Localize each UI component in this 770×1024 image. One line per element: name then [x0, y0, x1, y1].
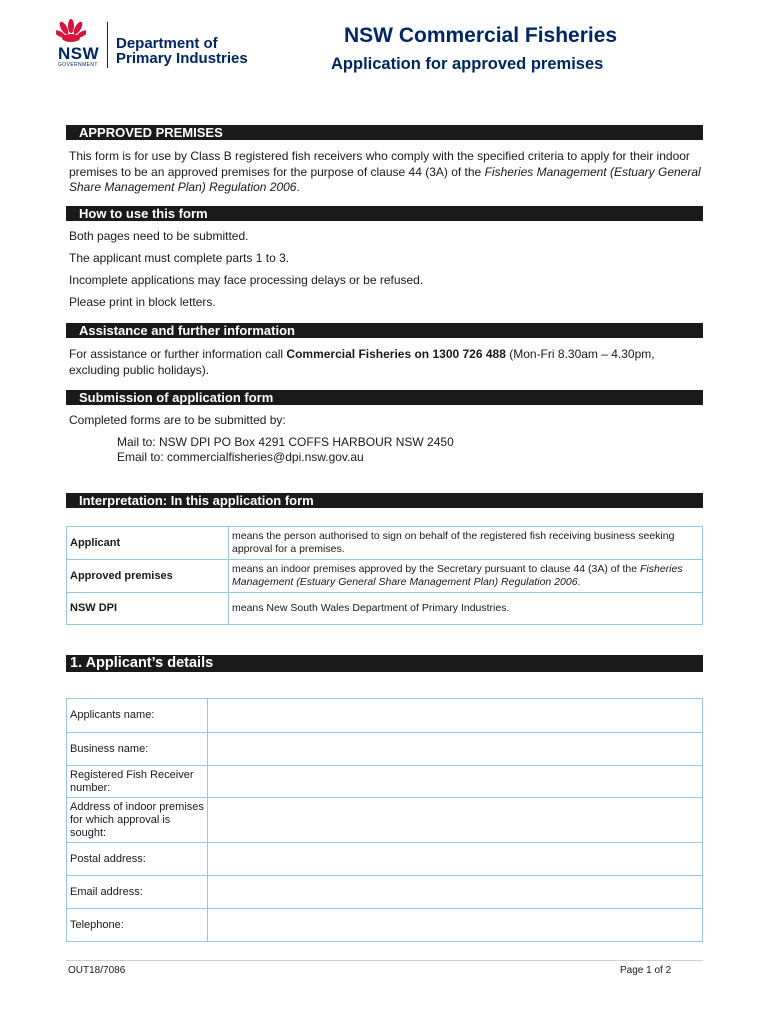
table-row: [67, 798, 703, 843]
assistance-phone: Commercial Fisheries on 1300 726 488: [286, 347, 506, 361]
assistance-text-start: For assistance or further information call: [69, 347, 287, 361]
table-row: [67, 876, 703, 909]
registered-fish-receiver-number-field[interactable]: [208, 766, 703, 798]
how-to-use-line: Please print in block letters.: [69, 295, 216, 309]
field-label: Business name:: [67, 733, 208, 766]
approved-premises-text-main: This form is for use by Class B registered fish receivers who comply with the specified criteria to apply for their indoor premises to be an approved premises for the purpose of clause 44 (3A) of the: [69, 149, 690, 179]
telephone-field[interactable]: [208, 909, 703, 942]
definition-end: .: [577, 576, 581, 588]
logo-divider: [107, 22, 108, 68]
page-subtitle: Application for approved premises: [331, 55, 604, 73]
definition-cell: [229, 560, 703, 593]
field-label: Postal address:: [67, 843, 208, 876]
table-row: [67, 593, 703, 625]
footer-divider: [66, 960, 703, 961]
regulation-name: Fisheries Management (Estuary General Share Management Plan) Regulation 2006: [69, 164, 701, 194]
field-label: Telephone:: [67, 909, 208, 942]
section-heading-applicant-details: 1. Applicant’s details: [66, 655, 703, 672]
table-row: [67, 733, 703, 766]
email-address-field[interactable]: [208, 876, 703, 909]
definition-cell: means New South Wales Department of Primary Industries.: [229, 593, 703, 625]
submission-email-address: Email to: commercialfisheries@dpi.nsw.gov.au: [117, 450, 364, 464]
submission-mail-address: Mail to: NSW DPI PO Box 4291 COFFS HARBOUR NSW 2450: [117, 435, 454, 449]
section-heading-approved-premises: APPROVED PREMISES: [66, 125, 703, 140]
how-to-use-line: The applicant must complete parts 1 to 3.: [69, 251, 290, 265]
section-heading-submission: Submission of application form: [66, 390, 703, 405]
department-name-line-2: Primary Industries: [116, 50, 248, 67]
applicant-details-table: [66, 698, 703, 942]
document-reference: OUT18/7086: [68, 965, 126, 976]
field-label: Registered Fish Receiver number:: [67, 766, 208, 798]
regulation-name: Fisheries Management (Estuary General Share Management Plan) Regulation 2006: [232, 563, 683, 588]
how-to-use-line: Incomplete applications may face processing delays or be refused.: [69, 273, 424, 287]
definition-cell: means the person authorised to sign on behalf of the registered fish receiving business seeking approval for a premises.: [229, 527, 703, 560]
section-heading-interpretation: Interpretation: In this application form: [66, 493, 703, 508]
assistance-text-end: (Mon-Fri 8.30am – 4.30pm, excluding public holidays).: [69, 347, 655, 377]
table-row: [67, 843, 703, 876]
term-cell: Approved premises: [67, 560, 229, 593]
field-label: Applicants name:: [67, 699, 208, 733]
logo-government-text: GOVERNMENT: [58, 62, 98, 68]
nsw-government-logo: [52, 18, 272, 74]
term-cell: Applicant: [67, 527, 229, 560]
page-number: Page 1 of 2: [620, 965, 672, 976]
logo-nsw-text: NSW: [58, 44, 100, 63]
table-row: [67, 909, 703, 942]
submission-intro: Completed forms are to be submitted by:: [69, 413, 286, 427]
assistance-text: [69, 347, 669, 378]
postal-address-field[interactable]: [208, 843, 703, 876]
interpretation-table: [66, 526, 703, 625]
definition-text: means an indoor premises approved by the Secretary pursuant to clause 44 (3A) of the: [232, 563, 640, 575]
business-name-field[interactable]: [208, 733, 703, 766]
table-row: [67, 766, 703, 798]
applicants-name-field[interactable]: [208, 699, 703, 733]
section-heading-how-to-use: How to use this form: [66, 206, 703, 221]
approved-premises-text-end: .: [296, 180, 300, 194]
approved-premises-text: [69, 149, 705, 196]
how-to-use-line: Both pages need to be submitted.: [69, 229, 249, 243]
term-cell: NSW DPI: [67, 593, 229, 625]
section-heading-assistance: Assistance and further information: [66, 323, 703, 338]
waratah-flower-icon: [56, 18, 86, 44]
table-row: [67, 560, 703, 593]
premises-address-field[interactable]: [208, 798, 703, 843]
department-name-line-1: Department of: [116, 35, 218, 52]
field-label: Address of indoor premises for which approval is sought:: [67, 798, 208, 843]
field-label: Email address:: [67, 876, 208, 909]
table-row: [67, 699, 703, 733]
table-row: [67, 527, 703, 560]
page-title: NSW Commercial Fisheries: [344, 24, 618, 47]
